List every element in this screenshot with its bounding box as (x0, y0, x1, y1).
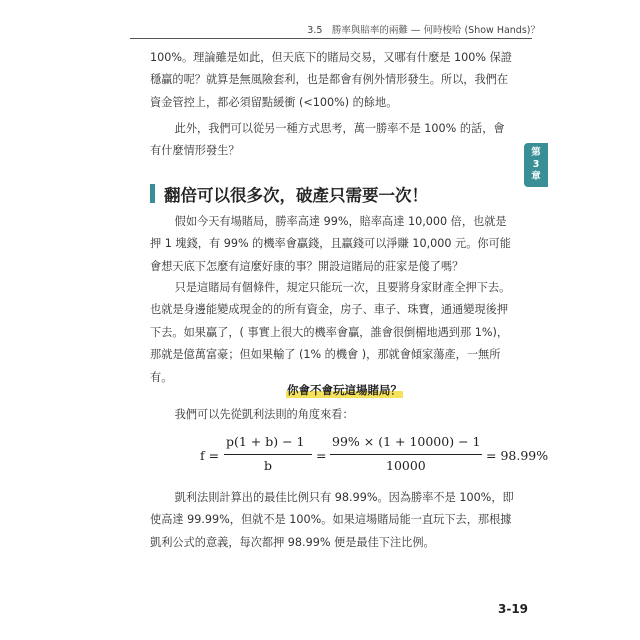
formula-fraction-bar-1 (224, 454, 312, 455)
chapter-tab (524, 143, 548, 187)
paragraph-6: 凱利法則計算出的最佳比例只有 98.99%。因為勝率不是 100%，即使高達 99.99%，但就不是 100%。如果這場賭局能一直玩下去，那根據凱利公式的意義，每次都押 98.99% 便是最佳下注比例。 (150, 491, 514, 549)
section-heading (150, 181, 514, 207)
formula-numerator-1: p(1 + b) − 1 (226, 434, 305, 449)
chapter-tab-line1: 第 (531, 147, 541, 158)
formula-fraction-bar-2 (330, 454, 482, 455)
formula-denominator-1: b (264, 458, 273, 473)
page-number: 3-19 (498, 602, 529, 616)
formula-equals: = (316, 448, 327, 463)
formula-lhs: f = (200, 448, 220, 463)
chapter-tab-line3: 章 (531, 171, 541, 182)
formula-numerator-2: 99% × (1 + 10000) − 1 (332, 434, 481, 449)
running-header: 3.5 勝率與賠率的兩難 — 何時梭哈 (Show Hands)？ (307, 25, 540, 36)
paragraph-5: 我們可以先從凱利法則的角度來看： (174, 408, 354, 421)
paragraph-2: 此外，我們可以從另一種方式思考，萬一勝率不是 100% 的話，會有什麼情形發生？ (150, 122, 505, 158)
header-rule (130, 38, 532, 39)
highlighted-question: 你會不會玩這場賭局？ (287, 383, 402, 397)
section-heading-bar (150, 184, 155, 203)
paragraph-4: 只是這賭局有個條件，規定只能玩一次，且要將身家財產全押下去。也就是身邊能變成現金的的所有資金，房子、車子、珠寶，通通變現後押下去。如果贏了，( 事實上很大的機率會贏，誰會很倒楣地遇到那 1%)，那就是億萬富豪；但如果輸了 (1% 的機會 )，那就會傾家蕩產，一無所有。 (150, 281, 511, 384)
kelly-formula (200, 432, 549, 484)
section-heading-text: 翻倍可以很多次，破產只需要一次！ (164, 186, 428, 205)
formula-result: = 98.99% (486, 448, 549, 463)
formula-denominator-2: 10000 (386, 458, 426, 473)
paragraph-1: 100%。理論雖是如此，但天底下的賭局交易，又哪有什麼是 100% 保證穩贏的呢？就算是無風險套利，也是都會有例外情形發生。所以，我們在資金管控上，都必須留點緩衝 (<100%) 的餘地。 (150, 51, 512, 109)
chapter-tab-line2: 3 (532, 159, 540, 170)
paragraph-3: 假如今天有場賭局，勝率高達 99%，賠率高達 10,000 倍，也就是押 1 塊錢，有 99% 的機率會贏錢，且贏錢可以淨賺 10,000 元。你可能會想天底下怎麼有這麼好康的事？開設這賭局的莊家是傻了嗎？ (150, 215, 511, 273)
